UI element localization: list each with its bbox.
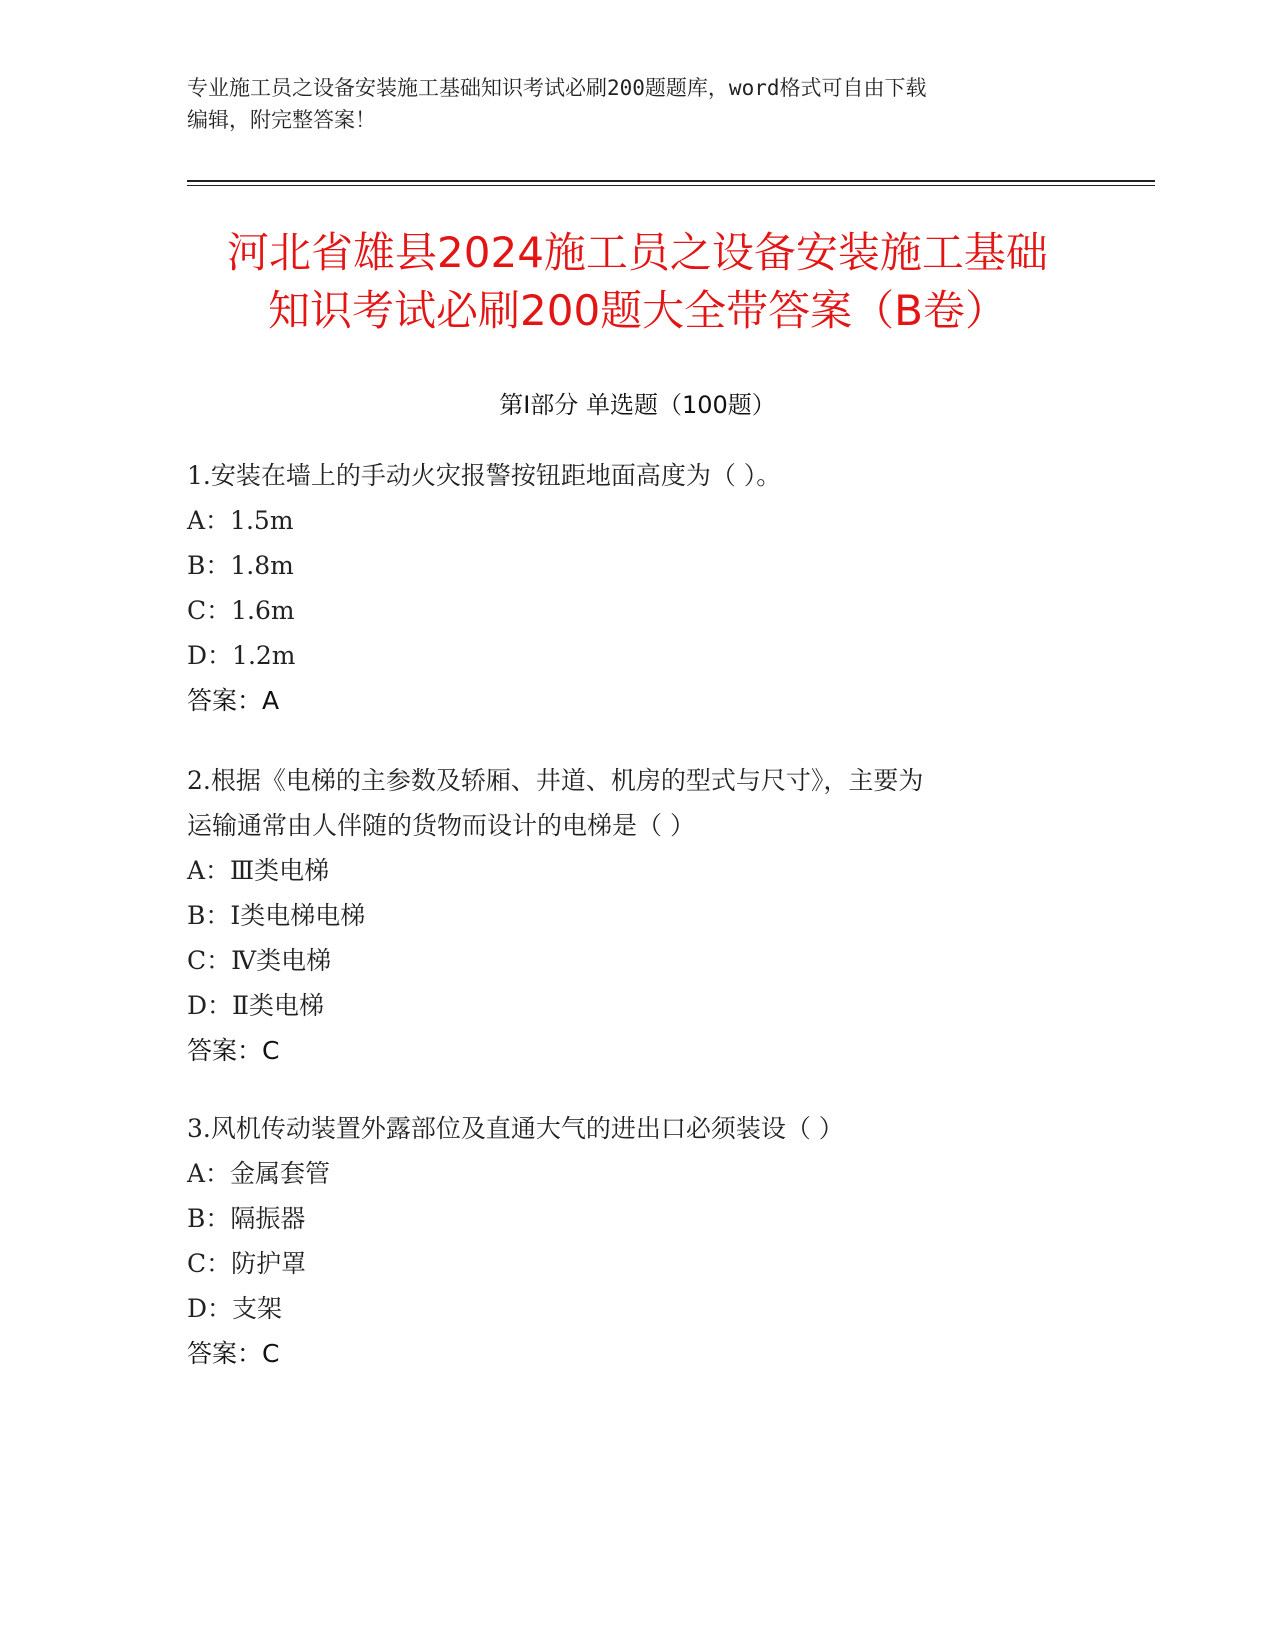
question-1-option-a: A：1.5m — [187, 506, 294, 535]
question-3-option-b: B：隔振器 — [187, 1204, 306, 1233]
question-1-option-c: C：1.6m — [187, 596, 295, 625]
header-rule-thick — [187, 180, 1155, 182]
question-2-option-b: B：Ⅰ类电梯电梯 — [187, 901, 366, 930]
header-note-line-1: 专业施工员之设备安装施工基础知识考试必刷200题题库，word格式可自由下载 — [187, 76, 927, 100]
header-rule-thin — [187, 185, 1155, 186]
question-2-stem-line-1: 2.根据《电梯的主参数及轿厢、井道、机房的型式与尺寸》，主要为 — [187, 766, 924, 795]
question-1-option-d: D：1.2m — [187, 641, 296, 670]
title-line-2: 知识考试必刷200题大全带答案（B卷） — [268, 286, 1007, 335]
question-3-option-c: C：防护罩 — [187, 1249, 307, 1278]
header-note-line-2: 编辑，附完整答案！ — [187, 108, 376, 132]
question-2-option-c: C：Ⅳ类电梯 — [187, 946, 332, 975]
question-1-answer: 答案：A — [187, 686, 280, 715]
question-1-stem: 1.安装在墙上的手动火灾报警按钮距地面高度为（ ）。 — [187, 461, 782, 490]
question-1-option-b: B：1.8m — [187, 551, 294, 580]
document-title — [150, 224, 1125, 340]
question-3 — [187, 1106, 1087, 1376]
question-1 — [187, 453, 1087, 723]
question-3-option-a: A：金属套管 — [187, 1159, 331, 1188]
question-2 — [187, 758, 1087, 1073]
question-2-option-d: D：Ⅱ类电梯 — [187, 991, 325, 1020]
section-heading: 第Ⅰ部分 单选题（100题） — [499, 391, 776, 419]
question-3-option-d: D：支架 — [187, 1294, 283, 1323]
question-3-answer: 答案：C — [187, 1339, 280, 1368]
title-line-1: 河北省雄县2024施工员之设备安装施工基础 — [227, 228, 1048, 277]
question-3-stem: 3.风机传动装置外露部位及直通大气的进出口必须装设（ ） — [187, 1114, 844, 1143]
question-2-stem-line-2: 运输通常由人伴随的货物而设计的电梯是（ ） — [187, 811, 695, 840]
header-note — [187, 72, 1087, 136]
question-2-option-a: A：Ⅲ类电梯 — [187, 856, 330, 885]
question-2-answer: 答案：C — [187, 1036, 280, 1065]
